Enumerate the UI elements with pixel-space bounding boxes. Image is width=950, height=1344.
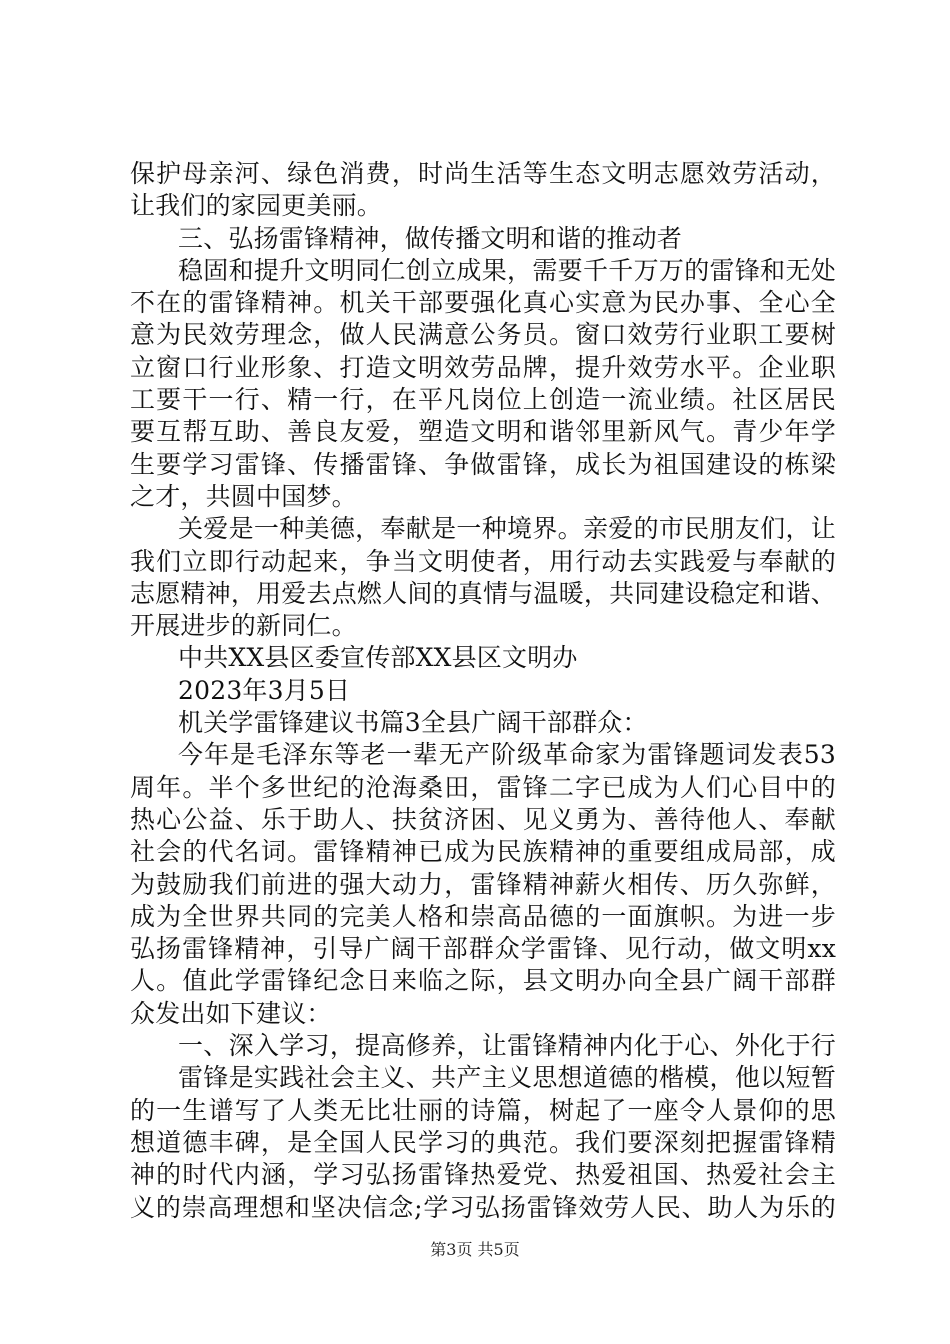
text-line: 弘扬雷锋精神，引导广阔干部群众学雷锋、见行动，做文明xx bbox=[130, 934, 836, 964]
text-line: 三、弘扬雷锋精神，做传播文明和谐的推动者 bbox=[178, 223, 683, 253]
text-line: 的一生谱写了人类无比壮丽的诗篇，树起了一座令人景仰的思 bbox=[130, 1095, 836, 1125]
text-line: 雷锋是实践社会主义、共产主义思想道德的楷模，他以短暂 bbox=[178, 1063, 836, 1093]
text-line: 保护母亲河、绿色消费，时尚生活等生态文明志愿效劳活动， bbox=[130, 159, 836, 188]
text-line: 工要干一行、精一行，在平凡岗位上创造一流业绩。社区居民 bbox=[130, 385, 836, 415]
text-line: 成为全世界共同的完美人格和崇高品德的一面旗帜。为进一步 bbox=[130, 901, 836, 931]
text-line: 之才，共圆中国梦。 bbox=[130, 481, 357, 511]
text-line: 要互帮互助、善良友爱，塑造文明和谐邻里新风气。青少年学 bbox=[130, 417, 836, 447]
text-line: 周年。半个多世纪的沧海桑田，雷锋二字已成为人们心目中的 bbox=[130, 772, 836, 802]
text-line: 机关学雷锋建议书篇3全县广阔干部群众： bbox=[178, 708, 648, 738]
text-line: 不在的雷锋精神。机关干部要强化真心实意为民办事、全心全 bbox=[130, 288, 836, 318]
text-line: 人。值此学雷锋纪念日来临之际，县文明办向全县广阔干部群 bbox=[130, 966, 836, 996]
text-line: 社会的代名词。雷锋精神已成为民族精神的重要组成局部，成 bbox=[130, 837, 836, 867]
text-line: 意为民效劳理念，做人民满意公务员。窗口效劳行业职工要树 bbox=[130, 320, 836, 350]
text-line: 一、深入学习，提高修养，让雷锋精神内化于心、外化于行 bbox=[178, 1031, 836, 1061]
page-footer: 第3页 共5页 bbox=[430, 1240, 520, 1259]
text-line: 立窗口行业形象、打造文明效劳品牌，提升效劳水平。企业职 bbox=[130, 352, 836, 382]
text-line: 开展进步的新同仁。 bbox=[130, 611, 357, 641]
text-line: 为鼓励我们前进的强大动力，雷锋精神薪火相传、历久弥鲜， bbox=[130, 869, 836, 899]
text-line: 想道德丰碑，是全国人民学习的典范。我们要深刻把握雷锋精 bbox=[130, 1127, 836, 1157]
body-text bbox=[130, 158, 836, 1224]
text-line: 志愿精神，用爱去点燃人间的真情与温暖，共同建设稳定和谐、 bbox=[130, 578, 836, 608]
text-line: 稳固和提升文明同仁创立成果，需要千千万万的雷锋和无处 bbox=[178, 255, 836, 285]
text-line: 让我们的家园更美丽。 bbox=[130, 191, 383, 221]
text-line: 生要学习雷锋、传播雷锋、争做雷锋，成长为祖国建设的栋梁 bbox=[130, 449, 836, 479]
text-line: 今年是毛泽东等老一辈无产阶级革命家为雷锋题词发表53 bbox=[178, 740, 836, 770]
text-line: 众发出如下建议： bbox=[130, 998, 332, 1028]
text-line: 热心公益、乐于助人、扶贫济困、见义勇为、善待他人、奉献 bbox=[130, 804, 836, 834]
text-line: 神的时代内涵，学习弘扬雷锋热爱党、热爱祖国、热爱社会主 bbox=[130, 1160, 836, 1190]
text-line: 2023年3月5日 bbox=[178, 675, 351, 705]
text-line: 关爱是一种美德，奉献是一种境界。亲爱的市民朋友们，让 bbox=[178, 514, 836, 544]
text-line: 我们立即行动起来，争当文明使者，用行动去实践爱与奉献的 bbox=[130, 546, 836, 576]
text-line: 中共XX县区委宣传部XX县区文明办 bbox=[178, 643, 578, 673]
text-line: 义的崇高理想和坚决信念;学习弘扬雷锋效劳人民、助人为乐的 bbox=[130, 1192, 836, 1222]
